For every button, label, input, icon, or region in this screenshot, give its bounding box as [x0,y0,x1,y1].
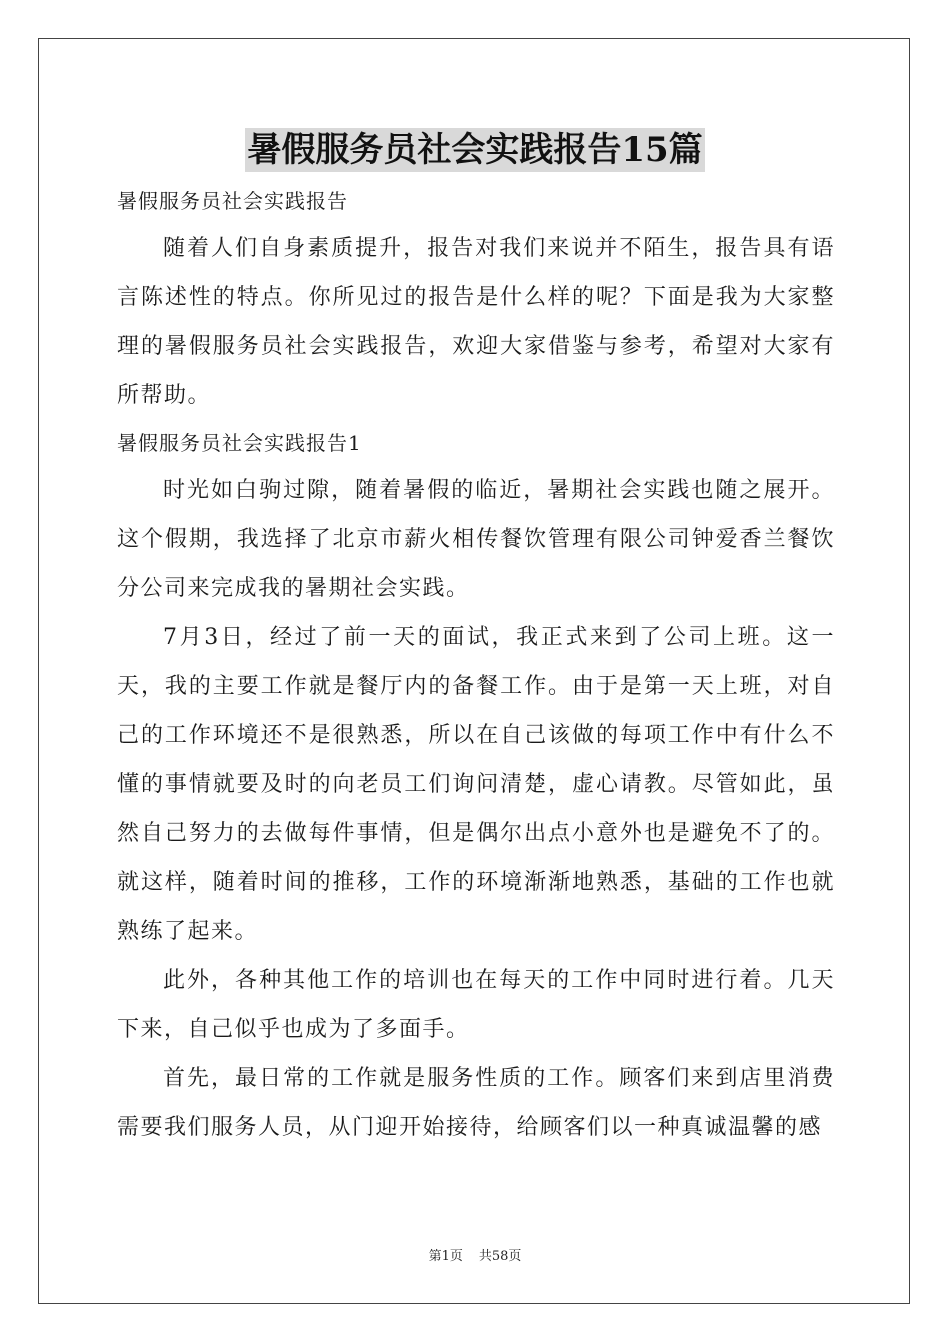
page-total: 共58页 [478,1249,522,1264]
document-body [117,178,835,1152]
page-footer [0,1248,950,1266]
intro-heading: 暑假服务员社会实践报告 [117,189,348,213]
page-number: 第1页 [428,1249,463,1264]
intro-paragraph: 随着人们自身素质提升，报告对我们来说并不陌生，报告具有语言陈述性的特点。你所见过的报告是什么样的呢？下面是我为大家整理的暑假服务员社会实践报告，欢迎大家借鉴与参考，希望对大家有所帮助。 [117,236,835,408]
document-title: 暑假服务员社会实践报告15篇 [247,130,703,170]
body-paragraph: 首先，最日常的工作就是服务性质的工作。顾客们来到店里消费需要我们服务人员，从门迎开始接待，给顾客们以一种真诚温馨的感 [117,1066,835,1140]
section-heading: 暑假服务员社会实践报告1 [117,431,362,455]
body-paragraph: 时光如白驹过隙，随着暑假的临近，暑期社会实践也随之展开。这个假期，我选择了北京市薪火相传餐饮管理有限公司钟爱香兰餐饮分公司来完成我的暑期社会实践。 [117,478,835,601]
body-paragraph: 7月3日，经过了前一天的面试，我正式来到了公司上班。这一天，我的主要工作就是餐厅内的备餐工作。由于是第一天上班，对自己的工作环境还不是很熟悉，所以在自己该做的每项工作中有什么不懂的事情就要及时的向老员工们询问清楚，虚心请教。尽管如此，虽然自己努力的去做每件事情，但是偶尔出点小意外也是避免不了的。就这样，随着时间的推移，工作的环境渐渐地熟悉，基础的工作也就熟练了起来。 [117,625,835,944]
body-paragraph: 此外，各种其他工作的培训也在每天的工作中同时进行着。几天下来，自己似乎也成为了多面手。 [117,968,835,1042]
title-wrap [0,128,950,172]
